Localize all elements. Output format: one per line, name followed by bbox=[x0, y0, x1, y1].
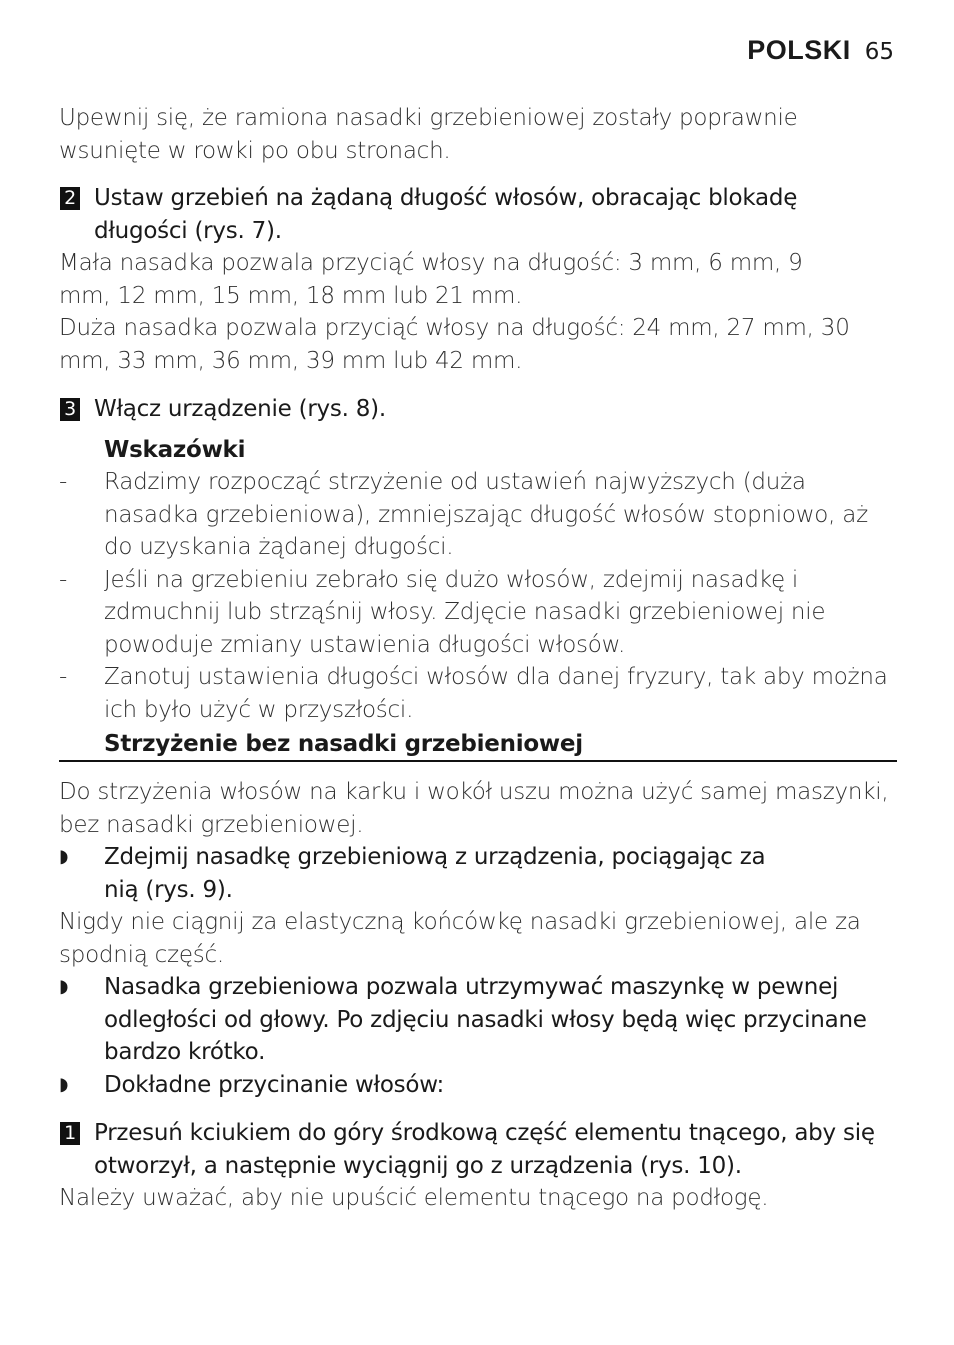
page-header bbox=[747, 35, 894, 66]
bullet-icon: ◗ bbox=[59, 1073, 69, 1095]
step-number-badge: 3 bbox=[60, 398, 80, 421]
caution-note: Należy uważać, aby nie upuścić elementu tnącego na podłogę. bbox=[59, 1185, 769, 1211]
section-heading: Strzyżenie bez nasadki grzebieniowej bbox=[59, 728, 897, 762]
language-label: POLSKI bbox=[747, 35, 851, 65]
page-content bbox=[59, 102, 897, 1215]
step-3 bbox=[59, 393, 897, 426]
step-number-badge: 1 bbox=[60, 1122, 80, 1145]
bullet-text: Nasadka grzebieniowa pozwala utrzymywać maszynkę w pewnej odległości od głowy. Po zdjęciu nasadki włosy będą więc przycinane bardzo krótko. bbox=[104, 974, 867, 1065]
bullet-text: Dokładne przycinanie włosów: bbox=[104, 1071, 445, 1098]
warning-note: Nigdy nie ciągnij za elastyczną końcówkę nasadki grzebieniowej, ale za spodnią część. bbox=[59, 909, 861, 968]
bullet-item bbox=[59, 1069, 897, 1102]
small-comb-lengths: Mała nasadka pozwala przyciąć włosy na długość: 3 mm, 6 mm, 9 mm, 12 mm, 15 mm, 18 mm lub 21 mm. bbox=[59, 250, 803, 309]
step-number-badge: 2 bbox=[60, 187, 80, 210]
dash-marker: - bbox=[59, 566, 68, 593]
step-text: Ustaw grzebień na żądaną długość włosów, obracając blokadę długości (rys. 7). bbox=[94, 185, 798, 244]
step-text: Włącz urządzenie (rys. 8). bbox=[94, 396, 386, 422]
hint-item bbox=[59, 661, 897, 726]
dash-marker: - bbox=[59, 664, 68, 690]
bullet-icon: ◗ bbox=[59, 846, 69, 867]
bullet-item bbox=[59, 841, 897, 906]
intro-paragraph: Upewnij się, że ramiona nasadki grzebieniowej zostały poprawnie wsunięte w rowki po obu stronach. bbox=[59, 105, 798, 164]
hints-title: Wskazówki bbox=[104, 436, 246, 463]
hint-text: Zanotuj ustawienia długości włosów dla danej fryzury, tak aby można ich było użyć w przyszłości. bbox=[104, 664, 888, 723]
large-comb-lengths: Duża nasadka pozwala przyciąć włosy na długość: 24 mm, 27 mm, 30 mm, 33 mm, 36 mm, 39 mm lub 42 mm. bbox=[59, 315, 850, 374]
hint-text: Radzimy rozpocząć strzyżenie od ustawień najwyższych (duża nasadka grzebieniowa), zmniejszając długość włosów stopniowo, aż do uzyskania żądanej długości. bbox=[104, 469, 868, 560]
dash-marker: - bbox=[59, 469, 68, 495]
hint-item bbox=[59, 466, 897, 564]
bullet-icon: ◗ bbox=[59, 976, 69, 997]
step-2 bbox=[59, 182, 897, 247]
hint-text: Jeśli na grzebieniu zebrało się dużo włosów, zdejmij nasadkę i zdmuchnij lub strząśnij włosy. Zdjęcie nasadki grzebieniowej nie powoduje zmiany ustawienia długości włosów. bbox=[104, 566, 826, 658]
bullet-item bbox=[59, 971, 897, 1069]
page-number: 65 bbox=[864, 39, 894, 65]
section-intro: Do strzyżenia włosów na karku i wokół uszu można użyć samej maszynki, bez nasadki grzebieniowej. bbox=[59, 779, 889, 838]
bullet-text: Zdejmij nasadkę grzebieniową z urządzenia, pociągając za nią (rys. 9). bbox=[104, 844, 766, 903]
step-text: Przesuń kciukiem do góry środkową część elementu tnącego, aby się otworzył, a następnie wyciągnij go z urządzenia (rys. 10). bbox=[94, 1120, 875, 1179]
hint-item bbox=[59, 564, 897, 662]
step-1 bbox=[59, 1117, 897, 1182]
